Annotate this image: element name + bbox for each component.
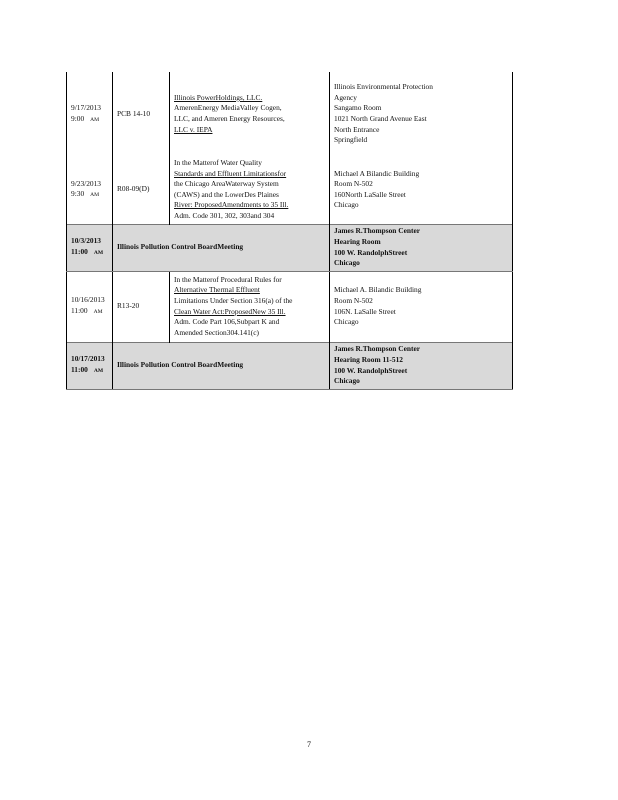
date-cell [67, 156, 113, 224]
location-line: Michael A Bilandic Building [334, 168, 420, 178]
title-cell [170, 271, 330, 342]
meeting-title-cell: Illinois Pollution Control BoardMeeting [113, 342, 330, 389]
ampm-text: AM [90, 192, 100, 199]
time-text: 9:30 [71, 189, 85, 199]
title-line: Alternative Thermal Effluent [174, 285, 260, 295]
title-line: LLC v. IEPA [174, 124, 213, 134]
location-line: Springfield [334, 135, 368, 145]
title-cell [170, 156, 330, 224]
location-line: Sangamo Room [334, 103, 382, 113]
location-line: North Entrance [334, 124, 380, 134]
hearing-schedule-table [66, 72, 513, 390]
ampm-text: AM [93, 368, 104, 374]
location-line: 1021 North Grand Avenue East [334, 114, 427, 123]
table-row [67, 342, 513, 389]
time-text: 11:00 [71, 365, 88, 374]
ampm-text: AM [90, 116, 100, 123]
table-row [67, 72, 513, 156]
date-text: 10/17/2013 [71, 354, 105, 364]
title-cell [170, 72, 330, 156]
title-line: Limitations Under Section 316(a) of the [174, 295, 293, 305]
title-line: In the Matterof Water Quality [174, 157, 262, 167]
time-text: 11:00 [71, 306, 88, 315]
location-line: Room N-502 [334, 179, 373, 189]
location-line: Chicago [334, 317, 359, 327]
title-line: Clean Water Act:ProposedNew 35 Ill. [174, 306, 286, 316]
title-line: LLC, and Ameren Energy Resources, [174, 114, 285, 123]
title-line: the Chicago AreaWaterway System [174, 179, 279, 189]
location-line: James R.Thompson Center [334, 226, 421, 236]
title-line: Amended Section304.141(c) [174, 327, 259, 337]
date-cell [67, 271, 113, 342]
date-cell [67, 72, 113, 156]
location-line: Chicago [334, 200, 359, 210]
case-cell: R13-20 [113, 271, 170, 342]
date-cell [67, 342, 113, 389]
location-line: 100 W. RandolphStreet [334, 365, 408, 375]
time-text: 9:00 [71, 113, 85, 123]
location-line: James R.Thompson Center [334, 344, 421, 354]
case-cell: R08-09(D) [113, 156, 170, 224]
date-text: 10/3/2013 [71, 236, 101, 246]
title-line: Adm. Code Part 106,Subpart K and [174, 317, 280, 327]
location-line: Illinois Environmental Protection [334, 82, 433, 92]
ampm-text: AM [93, 250, 104, 256]
table-row [67, 271, 513, 342]
location-line: Michael A. Bilandic Building [334, 285, 422, 295]
title-line: Standards and Effluent Limitationsfor [174, 168, 287, 178]
location-line: 100 W. RandolphStreet [334, 247, 408, 257]
date-cell [67, 224, 113, 271]
case-cell: PCB 14-10 [113, 72, 170, 156]
title-line: (CAWS) and the LowerDes Plaines [174, 189, 279, 199]
location-line: Room N-502 [334, 295, 373, 305]
page-number: 7 [307, 740, 311, 749]
date-text: 9/23/2013 [71, 178, 101, 188]
location-cell [330, 156, 513, 224]
title-line: In the Matterof Procedural Rules for [174, 274, 282, 284]
location-line: Chicago [334, 258, 360, 268]
location-cell [330, 224, 513, 271]
location-cell [330, 72, 513, 156]
location-line: Hearing Room 11-512 [334, 354, 403, 364]
table-row [67, 156, 513, 224]
meeting-title-cell: Illinois Pollution Control BoardMeeting [113, 224, 330, 271]
location-line: 160North LaSalle Street [334, 189, 406, 199]
table-row [67, 224, 513, 271]
time-text: 11:00 [71, 247, 88, 256]
title-line: Adm. Code 301, 302, 303and 304 [174, 210, 275, 220]
title-line: River: ProposedAmendments to 35 Ill. [174, 200, 289, 210]
location-cell [330, 271, 513, 342]
location-cell [330, 342, 513, 389]
date-text: 9/17/2013 [71, 102, 101, 112]
date-text: 10/16/2013 [71, 295, 105, 305]
ampm-text: AM [93, 309, 103, 315]
title-line: AmerenEnergy MediaValley Cogen, [174, 103, 282, 113]
location-line: Agency [334, 92, 357, 102]
location-line: Hearing Room [334, 236, 381, 246]
title-line: Illinois PowerHoldings, LLC. [174, 92, 263, 102]
location-line: 106N. LaSalle Street [334, 306, 396, 316]
location-line: Chicago [334, 376, 360, 386]
